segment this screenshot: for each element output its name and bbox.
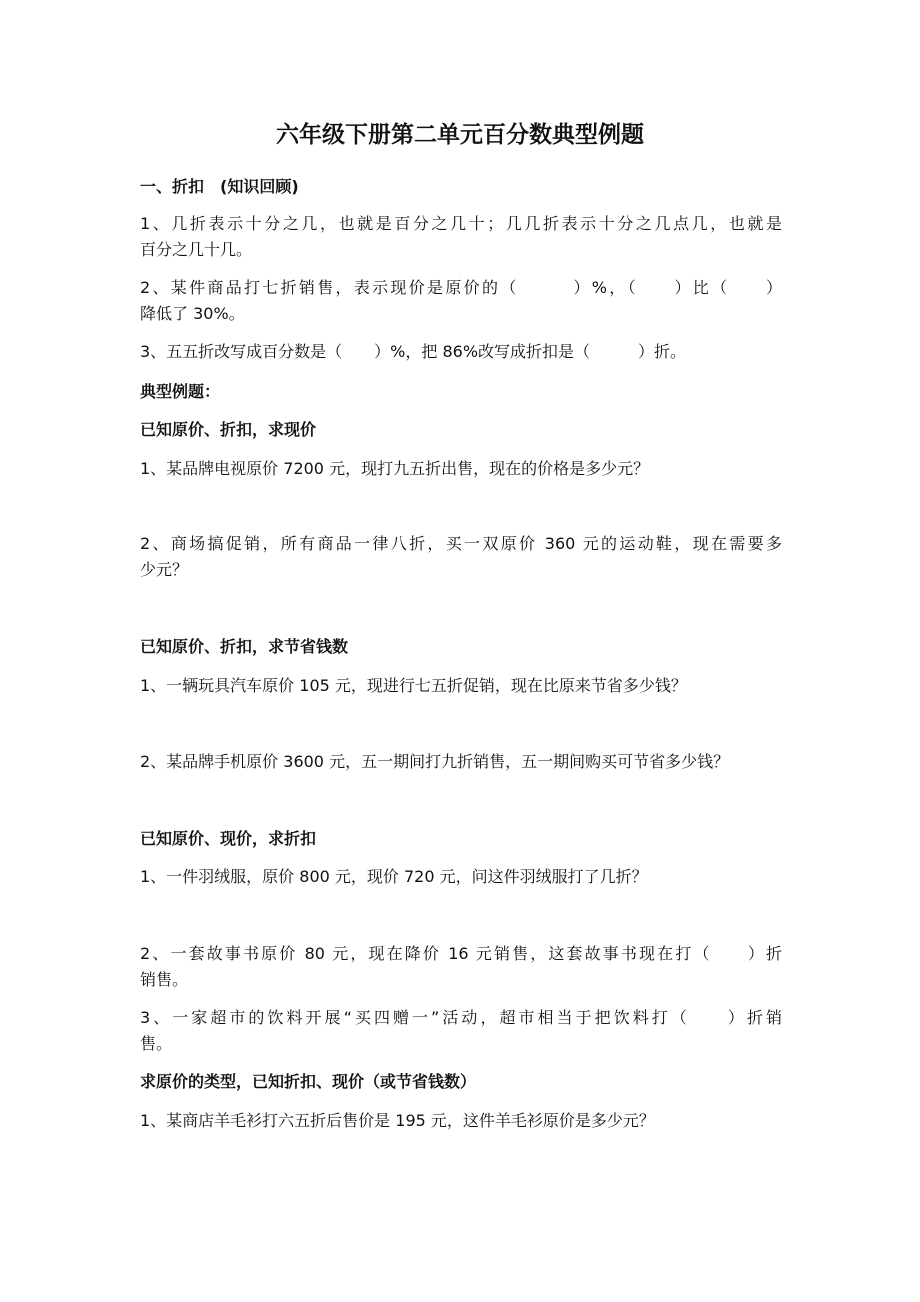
review-item-3: 3、五五折改写成百分数是（ ）%，把 86%改写成折扣是（ ）折。 [140,342,687,361]
subheading-find-savings: 已知原价、折扣，求节省钱数 [140,637,349,656]
problem-current-price-2-line-1: 2、商场搞促销，所有商品一律八折，买一双原价 360 元的运动鞋，现在需要多 [140,534,782,553]
section-heading-examples: 典型例题： [140,382,221,401]
problem-discount-3-line-2: 售。 [140,1034,173,1053]
page-title: 六年级下册第二单元百分数典型例题 [276,122,644,148]
review-item-2-line-2: 降低了 30%。 [140,304,245,323]
problem-savings-1: 1、一辆玩具汽车原价 105 元，现进行七五折促销，现在比原来节省多少钱？ [140,676,687,695]
problem-discount-2-line-1: 2、一套故事书原价 80 元，现在降价 16 元销售，这套故事书现在打（ ）折 [140,944,782,963]
problem-original-price-1: 1、某商店羊毛衫打六五折后售价是 195 元，这件羊毛衫原价是多少元？ [140,1111,655,1130]
problem-discount-3-line-1: 3、一家超市的饮料开展“买四赠一”活动，超市相当于把饮料打（ ）折销 [140,1008,782,1027]
problem-current-price-1: 1、某品牌电视原价 7200 元，现打九五折出售，现在的价格是多少元？ [140,459,650,478]
problem-savings-2: 2、某品牌手机原价 3600 元，五一期间打九折销售，五一期间购买可节省多少钱？ [140,752,730,771]
review-item-1-line-2: 百分之几十几。 [140,240,253,259]
subheading-find-discount: 已知原价、现价，求折扣 [140,829,317,848]
subheading-find-current-price: 已知原价、折扣，求现价 [140,420,317,439]
problem-current-price-2-line-2: 少元？ [140,560,189,579]
problem-discount-1: 1、一件羽绒服，原价 800 元，现价 720 元，问这件羽绒服打了几折？ [140,867,648,886]
review-item-2-line-1: 2、某件商品打七折销售，表示现价是原价的（ ）%，（ ）比（ ） [140,278,782,297]
subheading-find-original-price: 求原价的类型，已知折扣、现价（或节省钱数） [140,1072,477,1091]
review-item-1-line-1: 1、几折表示十分之几，也就是百分之几十；几几折表示十分之几点几，也就是 [140,214,782,233]
section-heading-discount-review: 一、折扣 (知识回顾) [140,177,299,196]
problem-discount-2-line-2: 销售。 [140,970,189,989]
